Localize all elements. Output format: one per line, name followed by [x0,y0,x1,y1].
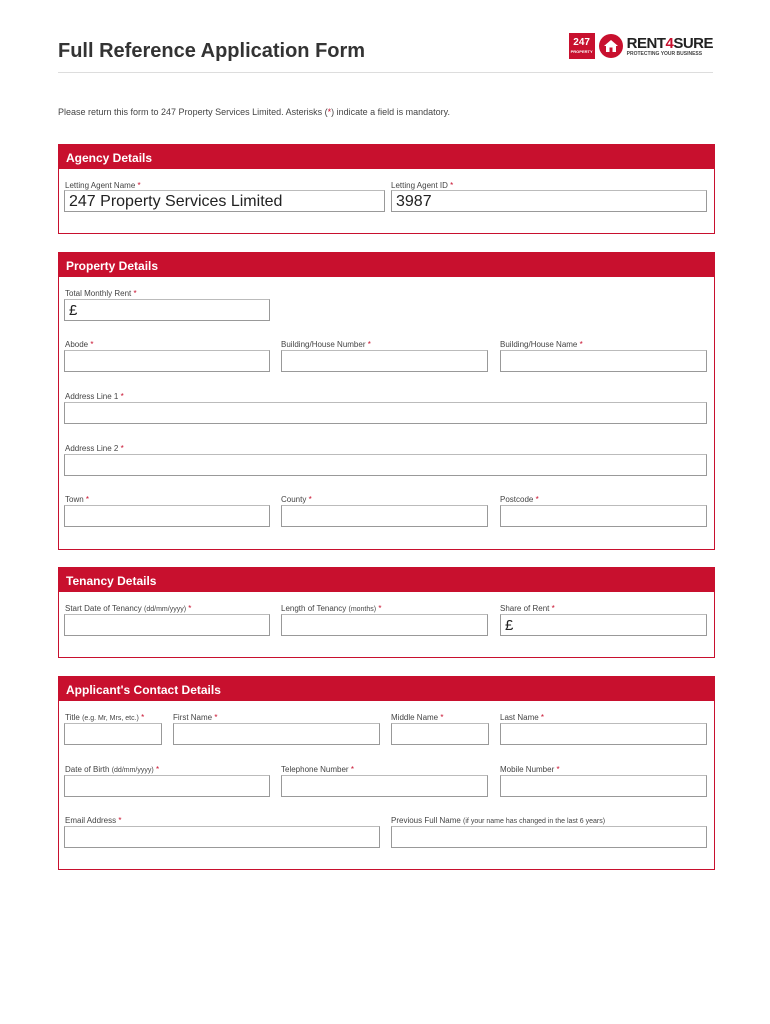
section-tenancy-details [58,567,715,658]
label-postcode: Postcode * [500,495,539,504]
label-share-of-rent: Share of Rent * [500,604,555,613]
section-title: Property Details [59,253,714,277]
label-start-date-of-tenancy: Start Date of Tenancy (dd/mm/yyyy) * [65,604,192,613]
company-logo [569,33,713,59]
label-town: Town * [65,495,90,504]
label-building-house-number: Building/House Number * [281,340,371,349]
section-title: Agency Details [59,145,714,169]
building-house-number-input[interactable] [281,350,488,372]
label-telephone-number: Telephone Number * [281,765,354,774]
logo-badge-sub: PROPERTY [570,49,593,54]
section-title: Applicant's Contact Details [59,677,714,701]
county-input[interactable] [281,505,488,527]
last-name-input[interactable] [500,723,707,745]
section-agency-details [58,144,715,234]
intro-text: Please return this form to 247 Property Services Limited. Asterisks (*) indicate a field is mandatory. [58,107,451,117]
first-name-input[interactable] [173,723,380,745]
logo-badge-number: 247 [573,37,590,48]
town-input[interactable] [64,505,270,527]
logo-wordmark [627,36,713,57]
label-first-name: First Name * [173,713,218,722]
label-length-of-tenancy: Length of Tenancy (months) * [281,604,382,613]
label-address-line-2: Address Line 2 * [65,444,124,453]
label-last-name: Last Name * [500,713,545,722]
mobile-number-input[interactable] [500,775,707,797]
label-letting-agent-name: Letting Agent Name * [65,181,141,190]
house-icon [599,34,623,58]
title-input[interactable] [64,723,162,745]
label-letting-agent-id: Letting Agent ID * [391,181,454,190]
postcode-input[interactable] [500,505,707,527]
share-of-rent-input[interactable]: £ [500,614,707,636]
logo-tagline: PROTECTING YOUR BUSINESS [626,50,703,57]
letting-agent-name-input[interactable]: 247 Property Services Limited [64,190,385,212]
label-date-of-birth: Date of Birth (dd/mm/yyyy) * [65,765,160,774]
logo-247-badge [569,33,595,59]
label-email-address: Email Address * [65,816,122,825]
building-house-name-input[interactable] [500,350,707,372]
page-title: Full Reference Application Form [58,40,366,62]
label-county: County * [281,495,312,504]
middle-name-input[interactable] [391,723,489,745]
start-date-of-tenancy-input[interactable] [64,614,270,636]
section-property-details [58,252,715,550]
address-line-2-input[interactable] [64,454,707,476]
email-address-input[interactable] [64,826,380,848]
label-total-monthly-rent: Total Monthly Rent * [65,289,137,298]
label-mobile-number: Mobile Number * [500,765,560,774]
logo-brand: RENT4SURE [626,34,713,52]
label-abode: Abode * [65,340,94,349]
form-header [58,36,713,73]
address-line-1-input[interactable] [64,402,707,424]
abode-input[interactable] [64,350,270,372]
previous-full-name-input[interactable] [391,826,707,848]
label-building-house-name: Building/House Name * [500,340,583,349]
letting-agent-id-input[interactable]: 3987 [391,190,707,212]
date-of-birth-input[interactable] [64,775,270,797]
label-title: Title (e.g. Mr, Mrs, etc.) * [65,713,145,722]
label-middle-name: Middle Name * [391,713,444,722]
telephone-number-input[interactable] [281,775,488,797]
total-monthly-rent-input[interactable]: £ [64,299,270,321]
label-address-line-1: Address Line 1 * [65,392,124,401]
length-of-tenancy-input[interactable] [281,614,488,636]
section-title: Tenancy Details [59,568,714,592]
label-previous-full-name: Previous Full Name (if your name has changed in the last 6 years) [391,816,606,825]
section-applicant-contact-details [58,676,715,870]
